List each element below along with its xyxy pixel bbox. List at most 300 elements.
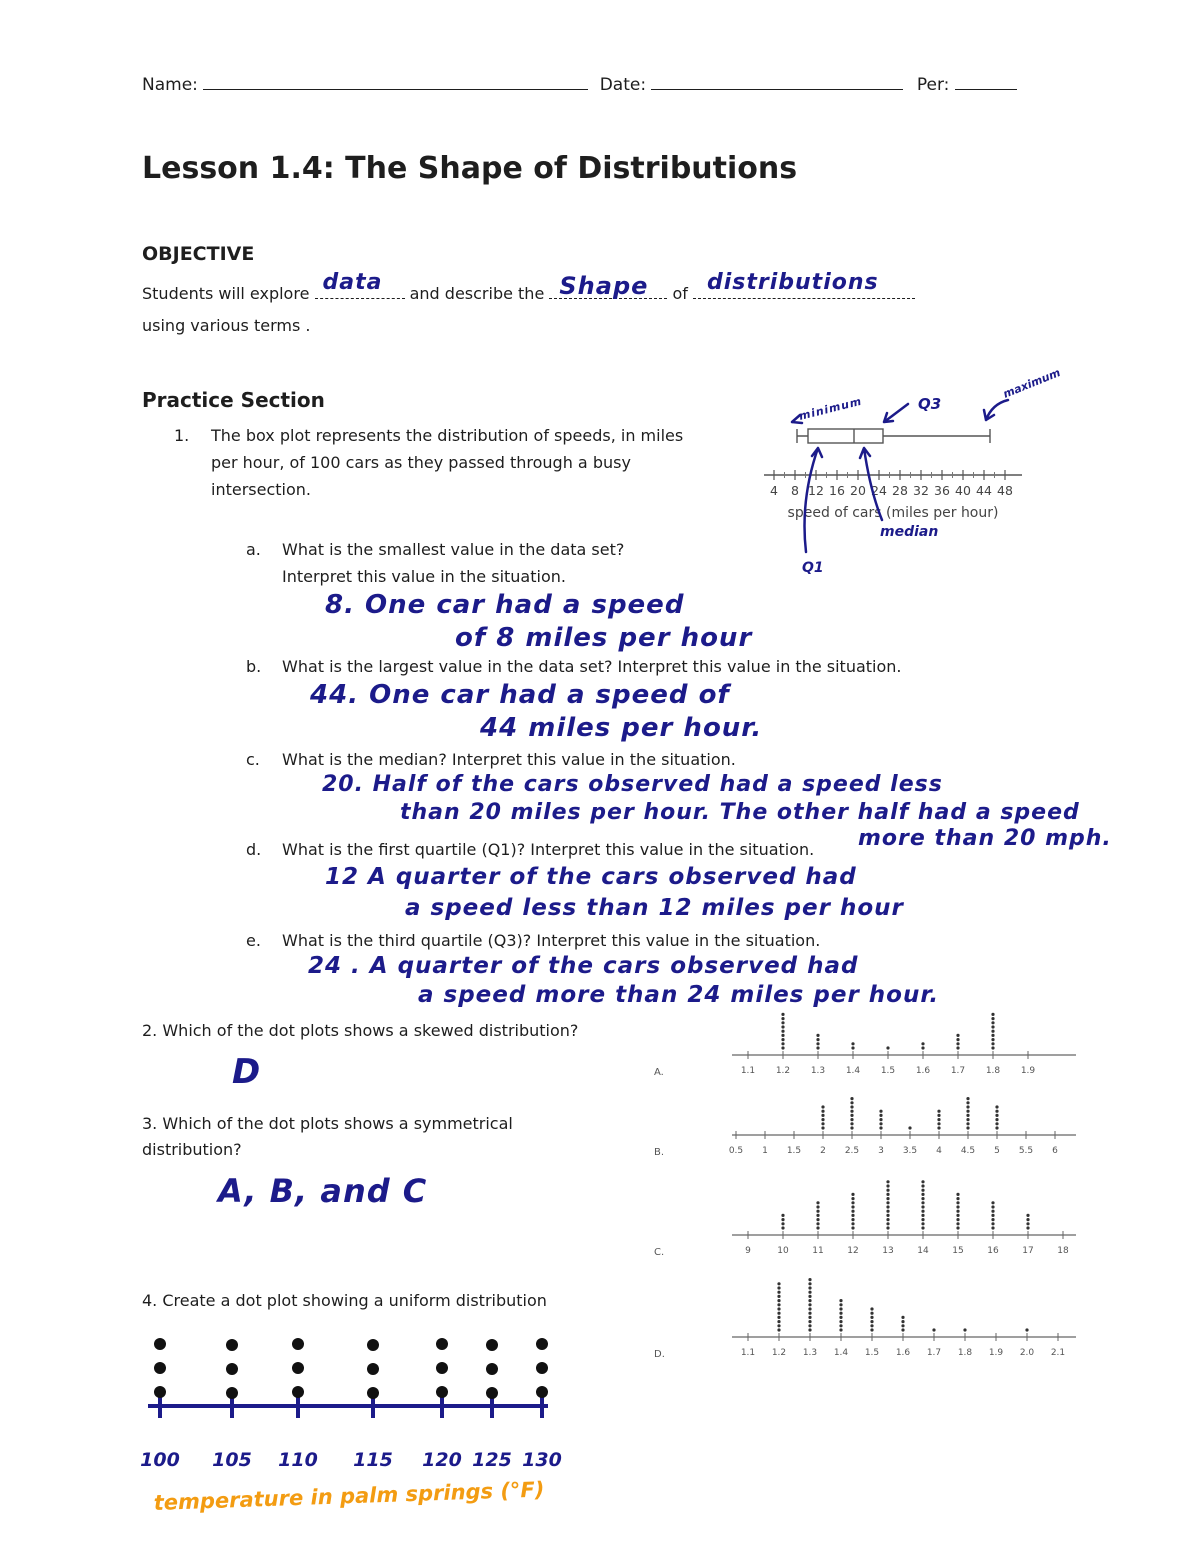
uniform-plot-dot (226, 1339, 238, 1351)
dot-plot-dot (808, 1282, 811, 1285)
practice-heading: Practice Section (142, 388, 325, 412)
dot-plot-dot (777, 1282, 780, 1285)
uniform-plot-dot (536, 1386, 548, 1398)
dot-plot-tick-label: 2 (820, 1146, 826, 1156)
q3-question-2: distribution? (142, 1140, 242, 1159)
dot-plot-dot (921, 1184, 924, 1187)
dot-plot-dot (816, 1205, 819, 1208)
dot-plot-dot (851, 1226, 854, 1229)
dot-plot-dot (821, 1105, 824, 1108)
dot-plot-tick-label: 2.5 (844, 1146, 860, 1156)
dot-plot-dot (808, 1278, 811, 1281)
dot-plot-dot (991, 1038, 994, 1041)
dot-plot-dot (839, 1299, 842, 1302)
dot-plot-dot (851, 1218, 854, 1221)
dot-plot-dot (886, 1222, 889, 1225)
dot-plot-dot (966, 1114, 969, 1117)
dot-plot-dot (777, 1295, 780, 1298)
dot-plot-dot (995, 1122, 998, 1125)
dot-plot-dot (921, 1197, 924, 1200)
dot-plot-dot (808, 1328, 811, 1331)
objective-text-3: of (672, 284, 688, 303)
dot-plot-dot (821, 1118, 824, 1121)
uniform-plot-dot (154, 1362, 166, 1374)
dot-plot-dot (921, 1214, 924, 1217)
dot-plot-tick-label: 1.3 (810, 1066, 826, 1076)
q3-answer: A, B, and C (218, 1172, 428, 1210)
dot-plot-dot (777, 1286, 780, 1289)
dot-plot-dot (850, 1110, 853, 1113)
dot-plot-dot (956, 1214, 959, 1217)
dot-plot-tick-label: 17 (1022, 1246, 1034, 1256)
uniform-plot-dot (367, 1363, 379, 1375)
q1-part-question: What is the median? Interpret this value in the situation. (282, 750, 736, 769)
q1-part-answer: a speed less than 12 miles per hour (405, 895, 904, 921)
box-plot-tick-label: 20 (850, 483, 866, 498)
uniform-plot-dot (292, 1338, 304, 1350)
dot-plot-tick-label: 14 (917, 1246, 929, 1256)
uniform-plot-tick-label: 130 (522, 1449, 562, 1471)
dot-plot-dot (966, 1118, 969, 1121)
dot-plot-dot (991, 1222, 994, 1225)
q1-part-answer: of 8 miles per hour (455, 623, 753, 653)
dot-plot-dot (937, 1110, 940, 1113)
annotation-minimum: minimum (797, 394, 864, 423)
dot-plot-dot (908, 1126, 911, 1129)
dot-plot-tick-label: 10 (777, 1246, 789, 1256)
dot-plot-tick-label: 1.9 (988, 1348, 1004, 1358)
uniform-plot-dot (226, 1363, 238, 1375)
dot-plot-dot (879, 1118, 882, 1121)
dot-plot-tick-label: 1.1 (740, 1066, 756, 1076)
dot-plot-dot (777, 1312, 780, 1315)
dot-plot-tick-label: 1.8 (985, 1066, 1001, 1076)
dot-plot-tick-label: 1.1 (740, 1348, 756, 1358)
dot-plot-dot (808, 1299, 811, 1302)
dot-plot-dot (991, 1214, 994, 1217)
dot-plot-dot (781, 1030, 784, 1033)
dot-plot-dot (966, 1101, 969, 1104)
dot-plot-dot (991, 1042, 994, 1045)
dot-plot-dot (886, 1205, 889, 1208)
dot-plot-dot (991, 1046, 994, 1049)
dot-plot-dot (886, 1201, 889, 1204)
dot-plot-dot (839, 1307, 842, 1310)
q1-text-2: per hour, of 100 cars as they passed through a busy (211, 453, 631, 472)
dot-plot-dot (921, 1218, 924, 1221)
q1-part-letter: d. (246, 840, 262, 859)
dot-plot-dot (781, 1017, 784, 1020)
dot-plot-tick-label: 5.5 (1018, 1146, 1034, 1156)
box-plot-tick-label: 32 (913, 483, 929, 498)
dot-plot-dot (781, 1214, 784, 1217)
dot-plot-dot (821, 1110, 824, 1113)
dot-plot-dot (921, 1180, 924, 1183)
dot-plot-dot (851, 1205, 854, 1208)
objective-answer-data: data (322, 270, 383, 295)
dot-plot-dot (937, 1114, 940, 1117)
uniform-plot-dot (536, 1362, 548, 1374)
dot-plot-dot (956, 1210, 959, 1213)
name-label: Name: (142, 75, 198, 95)
q1-part-answer: 12 A quarter of the cars observed had (325, 864, 857, 890)
dot-plot-dot (816, 1034, 819, 1037)
dot-plot-dot (1026, 1218, 1029, 1221)
dot-plot-dot (901, 1320, 904, 1323)
annotation-median: median (880, 524, 939, 540)
uniform-plot-tick-label: 125 (472, 1449, 512, 1471)
box-plot-tick-label: 40 (955, 483, 971, 498)
box-plot-tick-label: 28 (892, 483, 908, 498)
dot-plot-tick-label: 1.5 (880, 1066, 896, 1076)
dot-plot-dot (921, 1210, 924, 1213)
dot-plot-dot (777, 1303, 780, 1306)
q1-part-letter: e. (246, 931, 261, 950)
uniform-plot-dot (292, 1362, 304, 1374)
dot-plot-dot (808, 1324, 811, 1327)
dot-plot-dot (850, 1105, 853, 1108)
dot-plot-dot (839, 1320, 842, 1323)
dot-plot-dot (781, 1013, 784, 1016)
dot-plot-dot (851, 1046, 854, 1049)
dot-plot-dot (921, 1205, 924, 1208)
dot-plot-dot (956, 1193, 959, 1196)
dot-plot-dot (1025, 1328, 1028, 1331)
dot-plot-dot (850, 1122, 853, 1125)
dot-plot-dot (956, 1034, 959, 1037)
dot-plot-label: B. (654, 1147, 665, 1158)
dot-plot-dot (839, 1328, 842, 1331)
uniform-plot-dot (486, 1339, 498, 1351)
dot-plot-dot (966, 1110, 969, 1113)
dot-plot-dot (777, 1328, 780, 1331)
uniform-plot-tick-label: 100 (140, 1449, 180, 1471)
box-plot-tick-label: 48 (997, 483, 1013, 498)
dot-plot-dot (816, 1226, 819, 1229)
q1-part-question: What is the smallest value in the data set? (282, 540, 625, 559)
dot-plot-dot (781, 1218, 784, 1221)
dot-plot-dot (777, 1320, 780, 1323)
dot-plot-d (654, 1278, 1076, 1360)
dot-plot-dot (821, 1122, 824, 1125)
q1-number: 1. (174, 426, 190, 445)
box-plot (760, 360, 1100, 590)
box-plot-tick-label: 36 (934, 483, 950, 498)
uniform-plot-tick-label: 115 (353, 1449, 393, 1471)
per-label: Per: (916, 75, 950, 95)
dot-plot-tick-label: 2.1 (1050, 1348, 1066, 1358)
dot-plot-tick-label: 1.6 (895, 1348, 911, 1358)
dot-plot-dot (886, 1193, 889, 1196)
annotation-maximum: maximum (1001, 366, 1063, 401)
dot-plot-dot (932, 1328, 935, 1331)
dot-plot-dot (850, 1097, 853, 1100)
box-plot-tick-label: 8 (791, 483, 799, 498)
dot-plot-dot (921, 1193, 924, 1196)
dot-plot-dot (851, 1042, 854, 1045)
dot-plot-dot (839, 1303, 842, 1306)
dot-plot-dot (886, 1214, 889, 1217)
dot-plot-dot (886, 1210, 889, 1213)
objective-text-1: Students will explore (142, 284, 310, 303)
dot-plot-dot (816, 1210, 819, 1213)
dot-plot-dot (956, 1042, 959, 1045)
dot-plot-dot (991, 1030, 994, 1033)
q1-part-letter: c. (246, 750, 260, 769)
dot-plot-tick-label: 1.4 (833, 1348, 849, 1358)
dot-plot-dot (821, 1126, 824, 1129)
dot-plot-tick-label: 1.5 (786, 1146, 802, 1156)
dot-plot-dot (991, 1205, 994, 1208)
uniform-plot-dot (226, 1387, 238, 1399)
dot-plot-dot (995, 1114, 998, 1117)
dot-plot-dot (808, 1303, 811, 1306)
dot-plot-dot (956, 1046, 959, 1049)
dot-plot-dot (991, 1034, 994, 1037)
objective-answer-distributions: distributions (706, 270, 879, 295)
dot-plot-dot (956, 1205, 959, 1208)
dot-plot-dot (851, 1210, 854, 1213)
dot-plot-dot (808, 1291, 811, 1294)
dot-plot-dot (956, 1197, 959, 1200)
dot-plot-dot (886, 1218, 889, 1221)
q2-question: 2. Which of the dot plots shows a skewed distribution? (142, 1021, 579, 1040)
dot-plot-dot (921, 1046, 924, 1049)
dot-plot-dot (870, 1320, 873, 1323)
dot-plot-dot (850, 1114, 853, 1117)
dot-plot-dot (851, 1222, 854, 1225)
q1-part-question: Interpret this value in the situation. (282, 567, 566, 586)
dot-plot-dot (966, 1126, 969, 1129)
objective-text-2: and describe the (409, 284, 545, 303)
dot-plot-dot (851, 1193, 854, 1196)
uniform-plot-dot (436, 1386, 448, 1398)
date-label: Date: (599, 75, 647, 95)
dot-plot-dot (816, 1046, 819, 1049)
uniform-plot-dot (367, 1387, 379, 1399)
dot-plot-dot (991, 1226, 994, 1229)
q1-part-letter: b. (246, 657, 262, 676)
dot-plot-dot (886, 1184, 889, 1187)
dot-plot-dot (850, 1101, 853, 1104)
dot-plot-dot (781, 1226, 784, 1229)
dot-plot-dot (1026, 1226, 1029, 1229)
dot-plot-dot (808, 1312, 811, 1315)
dot-plot-dot (781, 1021, 784, 1024)
dot-plot-tick-label: 1.2 (775, 1066, 791, 1076)
objective-line2: using various terms . (142, 316, 311, 335)
annotation-q1: Q1 (802, 560, 824, 576)
dot-plot-dot (839, 1316, 842, 1319)
dot-plot-tick-label: 1 (762, 1146, 768, 1156)
dot-plot-dot (879, 1110, 882, 1113)
dot-plot-dot (870, 1316, 873, 1319)
q1-part-question: What is the first quartile (Q1)? Interpret this value in the situation. (282, 840, 815, 859)
uniform-plot-tick-label: 120 (422, 1449, 462, 1471)
dot-plot-tick-label: 1.4 (845, 1066, 861, 1076)
q1-part-answer: 24 . A quarter of the cars observed had (308, 953, 859, 979)
dot-plot-dot (816, 1222, 819, 1225)
uniform-plot-tick-label: 110 (278, 1449, 318, 1471)
uniform-plot-dot (154, 1386, 166, 1398)
dot-plot-dot (870, 1324, 873, 1327)
box-plot-tick-label: 44 (976, 483, 992, 498)
dot-plot-dot (781, 1038, 784, 1041)
page-title: Lesson 1.4: The Shape of Distributions (142, 151, 798, 186)
uniform-dot-plot (130, 1320, 600, 1530)
dot-plot-dot (879, 1126, 882, 1129)
box-plot-axis (764, 470, 1022, 498)
dot-plot-dot (963, 1328, 966, 1331)
dot-plot-dot (956, 1038, 959, 1041)
objective-line1 (142, 270, 915, 303)
dot-plot-tick-label: 1.6 (915, 1066, 931, 1076)
objective-answer-shape: Shape (559, 272, 649, 300)
dot-plot-dot (879, 1122, 882, 1125)
q1-text-1: The box plot represents the distribution of speeds, in miles (211, 426, 684, 445)
uniform-plot-dot (292, 1386, 304, 1398)
dot-plot-tick-label: 12 (847, 1246, 859, 1256)
dot-plot-tick-label: 1.5 (864, 1348, 880, 1358)
dot-plot-tick-label: 4 (936, 1146, 942, 1156)
box-plot-tick-label: 12 (808, 483, 824, 498)
dot-plot-dot (886, 1197, 889, 1200)
dot-plot-dot (870, 1312, 873, 1315)
dot-plot-b (654, 1097, 1076, 1158)
dot-plot-dot (901, 1324, 904, 1327)
dot-plot-dot (850, 1126, 853, 1129)
dot-plot-dot (991, 1025, 994, 1028)
dot-plot-tick-label: 1.7 (950, 1066, 966, 1076)
dot-plot-dot (777, 1316, 780, 1319)
name-field[interactable] (203, 75, 588, 90)
dot-plot-dot (781, 1222, 784, 1225)
dot-plot-label: A. (654, 1067, 664, 1078)
dot-plot-dot (921, 1189, 924, 1192)
dot-plot-dot (937, 1118, 940, 1121)
dot-plots (640, 1005, 1100, 1370)
uniform-plot-dot (154, 1338, 166, 1350)
dot-plot-dot (921, 1042, 924, 1045)
dot-plot-dot (777, 1299, 780, 1302)
dot-plot-tick-label: 16 (987, 1246, 999, 1256)
annotation-q3: Q3 (918, 395, 942, 413)
dot-plot-dot (956, 1201, 959, 1204)
dot-plot-label: D. (654, 1349, 665, 1360)
dot-plot-dot (808, 1320, 811, 1323)
uniform-plot-dot (486, 1363, 498, 1375)
name-row (142, 75, 1017, 95)
uniform-plot-dot (486, 1387, 498, 1399)
box-plot-tick-label: 4 (770, 483, 778, 498)
q1-part-answer: more than 20 mph. (858, 826, 1112, 851)
dot-plot-dot (921, 1222, 924, 1225)
dot-plot-dot (870, 1307, 873, 1310)
dot-plot-dot (921, 1226, 924, 1229)
uniform-plot-dot (436, 1362, 448, 1374)
dot-plot-dot (956, 1218, 959, 1221)
dot-plot-label: C. (654, 1247, 665, 1258)
q4-question: 4. Create a dot plot showing a uniform distribution (142, 1291, 547, 1310)
dot-plot-dot (808, 1286, 811, 1289)
dot-plot-dot (816, 1038, 819, 1041)
dot-plot-tick-label: 0.5 (728, 1146, 744, 1156)
period-field[interactable] (955, 75, 1017, 90)
dot-plot-tick-label: 2.0 (1019, 1348, 1035, 1358)
dot-plot-dot (1026, 1222, 1029, 1225)
dot-plot-dot (956, 1226, 959, 1229)
dot-plot-dot (816, 1218, 819, 1221)
dot-plot-dot (777, 1324, 780, 1327)
dot-plot-dot (851, 1197, 854, 1200)
dot-plot-dot (870, 1328, 873, 1331)
dot-plot-dot (781, 1046, 784, 1049)
dot-plot-dot (808, 1295, 811, 1298)
dot-plot-tick-label: 18 (1057, 1246, 1069, 1256)
box-plot-tick-label: 24 (871, 483, 887, 498)
dot-plot-tick-label: 1.7 (926, 1348, 942, 1358)
dot-plot-dot (879, 1114, 882, 1117)
dot-plot-tick-label: 11 (812, 1246, 824, 1256)
dot-plot-dot (777, 1291, 780, 1294)
box-plot-axis-label: speed of cars (miles per hour) (787, 505, 999, 521)
uniform-plot-dot (536, 1338, 548, 1350)
dot-plot-dot (966, 1097, 969, 1100)
dot-plot-dot (901, 1316, 904, 1319)
dot-plot-dot (937, 1122, 940, 1125)
dot-plot-tick-label: 9 (745, 1246, 751, 1256)
q1-part-answer: 44 miles per hour. (480, 713, 763, 743)
q2-answer: D (232, 1052, 262, 1092)
dot-plot-tick-label: 3.5 (902, 1146, 918, 1156)
dot-plot-c (654, 1180, 1076, 1258)
dot-plot-dot (886, 1189, 889, 1192)
dot-plot-tick-label: 1.3 (802, 1348, 818, 1358)
uniform-plot-tick-label: 105 (212, 1449, 252, 1471)
q1-part-answer: a speed more than 24 miles per hour. (418, 982, 940, 1008)
dot-plot-dot (886, 1226, 889, 1229)
dot-plot-tick-label: 13 (882, 1246, 894, 1256)
dot-plot-dot (808, 1307, 811, 1310)
dot-plot-dot (816, 1042, 819, 1045)
dot-plot-dot (781, 1034, 784, 1037)
dot-plot-dot (991, 1218, 994, 1221)
dot-plot-tick-label: 3 (878, 1146, 884, 1156)
dot-plot-dot (991, 1013, 994, 1016)
q1-text-3: intersection. (211, 480, 311, 499)
dot-plot-tick-label: 4.5 (960, 1146, 976, 1156)
dot-plot-tick-label: 1.8 (957, 1348, 973, 1358)
dot-plot-dot (991, 1017, 994, 1020)
dot-plot-dot (839, 1324, 842, 1327)
uniform-plot-dot (436, 1338, 448, 1350)
dot-plot-dot (816, 1201, 819, 1204)
dot-plot-dot (821, 1114, 824, 1117)
dot-plot-dot (995, 1118, 998, 1121)
dot-plot-dot (901, 1328, 904, 1331)
dot-plot-dot (937, 1126, 940, 1129)
box-plot-tick-label: 16 (829, 483, 845, 498)
q1-part-answer: 44. One car had a speed of (310, 680, 730, 710)
q1-part-question: What is the largest value in the data set? Interpret this value in the situation. (282, 657, 902, 676)
q1-part-answer: 20. Half of the cars observed had a speed less (322, 772, 943, 797)
dot-plot-dot (781, 1042, 784, 1045)
date-field[interactable] (651, 75, 903, 90)
dot-plot-dot (991, 1201, 994, 1204)
dot-plot-tick-label: 1.9 (1020, 1066, 1036, 1076)
q3-question-1: 3. Which of the dot plots shows a symmetrical (142, 1114, 513, 1133)
q1-part-letter: a. (246, 540, 261, 559)
